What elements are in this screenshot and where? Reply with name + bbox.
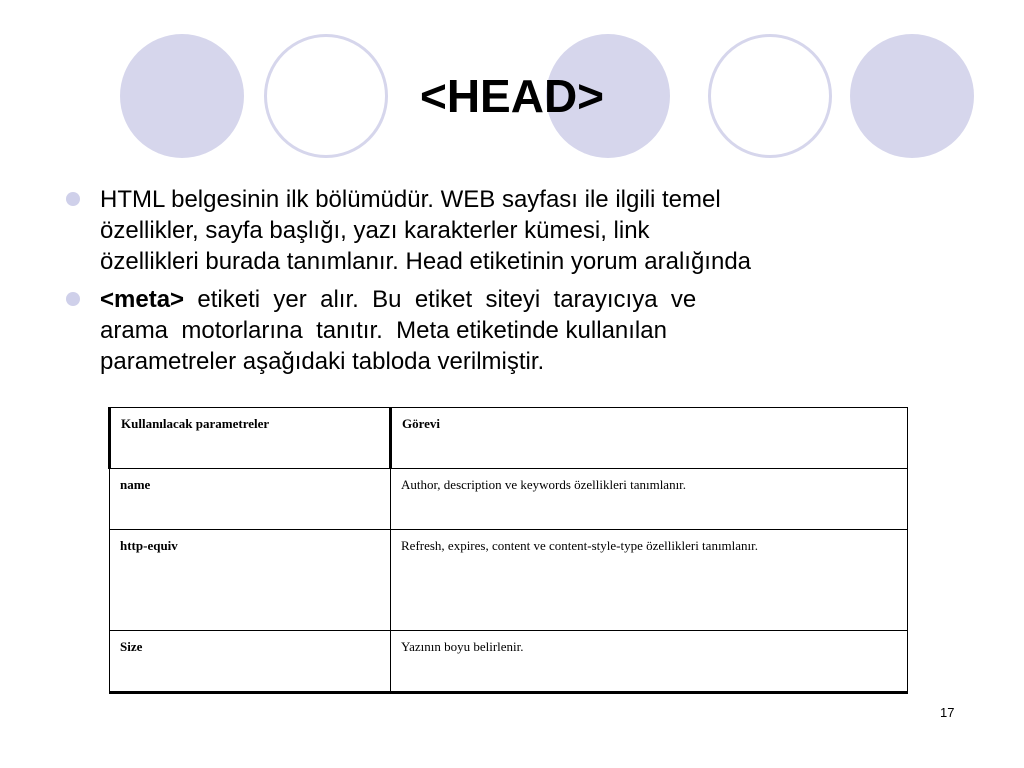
- bullet-2-line-1: [100, 284, 900, 315]
- table-cell: http-equiv: [110, 530, 391, 631]
- bullet-2-text: [100, 284, 900, 377]
- bullet-icon: [66, 292, 80, 306]
- table-header-cell: Kullanılacak parametreler: [110, 408, 391, 469]
- table-row: [110, 469, 908, 530]
- bullet-2-line-1-rest: etiketi yer alır. Bu etiket siteyi tarayıcıya ve: [184, 286, 697, 313]
- bullet-1-line-1: HTML belgesinin ilk bölümüdür. WEB sayfası ile ilgili temel: [100, 186, 721, 213]
- bullet-2-line-2: arama motorlarına tanıtır. Meta etiketinde kullanılan: [100, 317, 667, 344]
- table-header-cell: Görevi: [391, 408, 908, 469]
- bullet-1-line-2: özellikler, sayfa başlığı, yazı karakterler kümesi, link: [100, 217, 650, 244]
- table-cell: Refresh, expires, content ve content-style-type özellikleri tanımlanır.: [391, 530, 908, 631]
- table-row: [110, 530, 908, 631]
- meta-parameters-table: [108, 407, 908, 694]
- page-number: 17: [940, 705, 955, 720]
- table-row: [110, 631, 908, 693]
- table-cell: name: [110, 469, 391, 530]
- meta-tag-label: <meta>: [100, 286, 185, 313]
- bullet-1-line-3: özellikleri burada tanımlanır. Head etiketinin yorum aralığında: [100, 248, 752, 275]
- slide-title: <HEAD>: [419, 70, 605, 122]
- table-cell: Author, description ve keywords özellikleri tanımlanır.: [391, 469, 908, 530]
- table-header-row: [110, 408, 908, 469]
- bullet-1-text: [100, 184, 900, 277]
- bullet-2-line-3: parametreler aşağıdaki tabloda verilmiştir.: [100, 348, 545, 375]
- table-cell: Yazının boyu belirlenir.: [391, 631, 908, 693]
- bullet-icon: [66, 192, 80, 206]
- table-cell: Size: [110, 631, 391, 693]
